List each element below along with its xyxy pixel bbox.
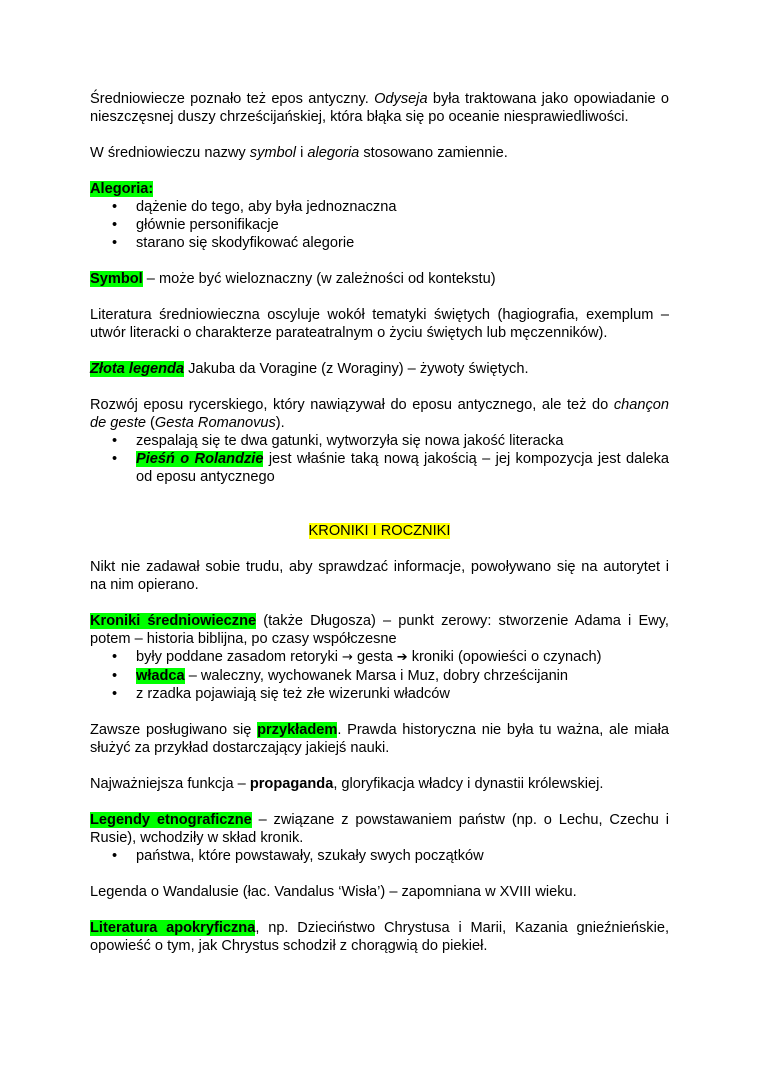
text: Średniowiecze poznało też epos antyczny. (90, 91, 375, 107)
paragraph-literatura: Literatura średniowieczna oscyluje wokół tematyki świętych (hagiografia, exemplum – utwór literacki o charakterze parateatralnym o życiu świętych lub męczenników). (90, 307, 669, 341)
bullet-icon: • (112, 649, 118, 665)
document-content (90, 90, 669, 955)
highlight-term: Literatura apokryficzna (90, 920, 256, 936)
list-item (90, 450, 669, 486)
text: , gloryfikacja władcy i dynastii królewskiej. (333, 776, 604, 792)
bullet-icon: • (112, 451, 118, 467)
arrow-right-icon: → (342, 650, 353, 665)
list-item-text: z rzadka pojawiają się też złe wizerunki władców (136, 686, 450, 702)
list-item (90, 234, 669, 252)
text: Jakuba da Voragine (z Woraginy) – żywoty świętych. (184, 361, 529, 377)
highlight-term: Alegoria: (90, 181, 154, 197)
paragraph-wandalusia: Legenda o Wandalusie (łac. Vandalus ‘Wisła’) – zapomniana w XVIII wieku. (90, 884, 577, 900)
paragraph-najwazniejsza (90, 775, 669, 793)
arrow-right-icon: ➔ (396, 650, 408, 665)
list-item-text: dążenie do tego, aby była jednoznaczna (136, 199, 397, 215)
list-item-text: zespalają się te dwa gatunki, wytworzyła się nowa jakość literacka (136, 433, 564, 449)
section-title (90, 522, 669, 540)
list-item (90, 667, 669, 685)
list-item-text: były poddane zasadom retoryki (136, 649, 343, 665)
list-item-text: państwa, które powstawały, szukały swych początków (136, 848, 484, 864)
list-item (90, 216, 669, 234)
paragraph-symbol (90, 270, 669, 288)
italic-gesta: Gesta Romanovus (154, 415, 276, 431)
highlight-term: Kroniki średniowieczne (90, 613, 257, 629)
paragraph-kroniki (90, 612, 669, 648)
paragraph-nikt: Nikt nie zadawał sobie trudu, aby sprawdzać informacje, powoływano się na autorytet i na nim opierano. (90, 559, 669, 593)
highlight-term: przykładem (257, 722, 338, 738)
paragraph-epos-antyczny (90, 90, 669, 126)
text: Rozwój eposu rycerskiego, który nawiązywał do eposu antycznego, ale też do (90, 397, 614, 413)
text: , np. Dzieciństwo Chrystusa i Marii, Kazania gnieźnieńskie, opowieść o tym, jak Chrystus schodził z chorągwią do piekieł. (90, 920, 669, 954)
text: i (296, 145, 308, 161)
paragraph-symbol-alegoria (90, 144, 669, 162)
bullet-icon: • (112, 686, 118, 702)
heading-alegoria (90, 180, 669, 198)
bold-propaganda: propaganda (249, 776, 334, 792)
list-item-text: głównie personifikacje (136, 217, 279, 233)
text: (także Długosza) – punkt zerowy: stworzenie Adama i Ewy, potem – historia biblijna, po czasy współczesne (90, 613, 669, 647)
highlight-term: Symbol (90, 271, 143, 287)
bullet-icon: • (112, 433, 118, 449)
list-item-text: kroniki (opowieści o czynach) (407, 649, 602, 665)
italic-alegoria: alegoria (307, 145, 360, 161)
highlight-term: Pieśń o Rolandzie (136, 451, 264, 467)
text: . Prawda historyczna nie była tu ważna, ale miała służyć za przykład dostarczający jakiejś nauki. (90, 722, 670, 756)
text: W średniowieczu nazwy (90, 145, 250, 161)
highlight-term: Legendy etnograficzne (90, 812, 252, 828)
highlight-term: Złota legenda (90, 361, 185, 377)
highlight-term: władca (136, 668, 185, 684)
paragraph-legendy (90, 811, 669, 847)
text: – może być wieloznaczny (w zależności od kontekstu) (142, 271, 496, 287)
list-item-text: – waleczny, wychowanek Marsa i Muz, dobry chrześcijanin (184, 668, 569, 684)
text: – związane z powstawaniem państw (np. o Lechu, Czechu i Rusie), wchodziły w skład kronik. (90, 812, 670, 846)
paragraph-apokryf (90, 919, 669, 955)
list-kroniki (90, 648, 669, 703)
list-item (90, 685, 669, 703)
bullet-icon: • (112, 217, 118, 233)
list-item-text: gesta (352, 649, 397, 665)
bullet-icon: • (112, 199, 118, 215)
list-item-text: jest właśnie taką nową jakością – jej kompozycja jest daleka od eposu antycznego (136, 451, 669, 485)
list-item (90, 847, 669, 865)
bullet-icon: • (112, 668, 118, 684)
paragraph-zawsze (90, 721, 669, 757)
section-title-text: KRONIKI I ROCZNIKI (308, 523, 451, 539)
text: stosowano zamiennie. (359, 145, 508, 161)
paragraph-zlota-legenda (90, 360, 669, 378)
text: ( (146, 415, 155, 431)
italic-symbol: symbol (249, 145, 297, 161)
list-item-text: starano się skodyfikować alegorie (136, 235, 355, 251)
list-item (90, 198, 669, 216)
italic-odyseja: Odyseja (374, 91, 428, 107)
bullet-icon: • (112, 235, 118, 251)
text: ). (275, 415, 285, 431)
list-item (90, 648, 669, 667)
bullet-icon: • (112, 848, 118, 864)
text: Zawsze posługiwano się (90, 722, 258, 738)
list-item (90, 432, 669, 450)
text: Najważniejsza funkcja – (90, 776, 250, 792)
list-legendy (90, 847, 669, 865)
paragraph-epos-rycerski (90, 396, 669, 432)
list-alegoria (90, 198, 669, 252)
italic-chancon: chançon de geste (90, 397, 669, 431)
text: była traktowana jako opowiadanie o nieszczęsnej duszy chrześcijańskiej, która błąka się po oceanie niesprawiedliwości. (90, 91, 669, 125)
list-epos (90, 432, 669, 486)
